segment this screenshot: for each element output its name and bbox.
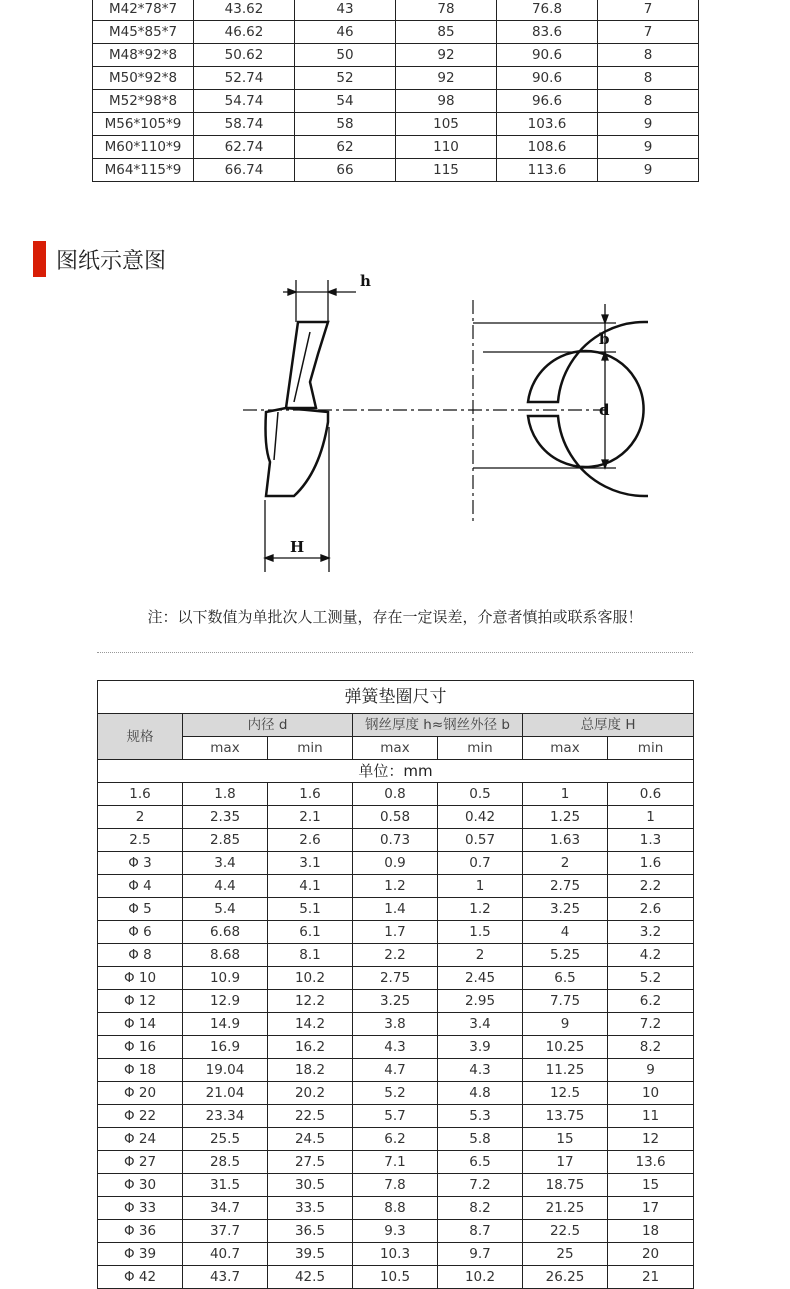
- top-table-cell: 76.8: [497, 0, 598, 21]
- header-spec: 规格: [98, 714, 183, 760]
- spec-table-cell: 12.5: [523, 1082, 608, 1105]
- table-row: [93, 44, 699, 67]
- table-row: [98, 1243, 694, 1266]
- spec-table-cell: 8.1: [268, 944, 353, 967]
- top-table-cell: 50: [295, 44, 396, 67]
- spec-table-cell: 2.1: [268, 806, 353, 829]
- spec-table-cell: 9: [608, 1059, 694, 1082]
- spec-table-cell: 1.63: [523, 829, 608, 852]
- header-total-thickness: 总厚度 H: [523, 714, 694, 737]
- spec-table-cell: 3.25: [523, 898, 608, 921]
- label-h: h: [360, 272, 371, 290]
- spec-table-cell: 7.2: [608, 1013, 694, 1036]
- spring-washer-drawing: [88, 262, 648, 582]
- spec-table-cell: 1.8: [183, 783, 268, 806]
- table-row: [98, 1151, 694, 1174]
- top-table-cell: 46.62: [194, 21, 295, 44]
- spec-table-cell: Φ 3: [98, 852, 183, 875]
- spec-table-cell: 2: [98, 806, 183, 829]
- spec-table-cell: 1.4: [353, 898, 438, 921]
- unit-label: 单位：mm: [98, 760, 694, 783]
- spec-table-cell: 37.7: [183, 1220, 268, 1243]
- spec-table-cell: 25: [523, 1243, 608, 1266]
- spec-table-cell: 1: [438, 875, 523, 898]
- spec-table-cell: 6.5: [438, 1151, 523, 1174]
- top-table-cell: 90.6: [497, 44, 598, 67]
- spec-table-cell: 1.6: [608, 852, 694, 875]
- top-table-cell: 98: [396, 90, 497, 113]
- spec-table-cell: 0.8: [353, 783, 438, 806]
- spec-table-cell: 1.2: [438, 898, 523, 921]
- spec-table-cell: 10: [608, 1082, 694, 1105]
- sub-header: max: [183, 737, 268, 760]
- top-table-cell: M42*78*7: [93, 0, 194, 21]
- table-row: [98, 875, 694, 898]
- spec-table-cell: 7.1: [353, 1151, 438, 1174]
- spec-table-cell: 1.5: [438, 921, 523, 944]
- table-row: [98, 944, 694, 967]
- spec-table-cell: 21.04: [183, 1082, 268, 1105]
- spring-washer-spec-table: [97, 680, 694, 1289]
- unit-row: [98, 760, 694, 783]
- spec-table-cell: 2.75: [523, 875, 608, 898]
- table-row: [98, 1059, 694, 1082]
- spec-table-cell: 2.2: [608, 875, 694, 898]
- spec-table-cell: 9.3: [353, 1220, 438, 1243]
- spec-table-cell: 13.75: [523, 1105, 608, 1128]
- top-table-cell: 8: [598, 44, 699, 67]
- top-table-cell: 83.6: [497, 21, 598, 44]
- spec-table-cell: 5.1: [268, 898, 353, 921]
- spec-table-cell: 10.5: [353, 1266, 438, 1289]
- top-table-cell: 43: [295, 0, 396, 21]
- spec-table-cell: 2.75: [353, 967, 438, 990]
- table-row: [93, 113, 699, 136]
- top-table-cell: 62: [295, 136, 396, 159]
- spec-table-cell: 0.57: [438, 829, 523, 852]
- spec-table-cell: 33.5: [268, 1197, 353, 1220]
- spec-table-cell: 23.34: [183, 1105, 268, 1128]
- spec-table-cell: Φ 4: [98, 875, 183, 898]
- top-table-cell: M56*105*9: [93, 113, 194, 136]
- spec-table-cell: 0.42: [438, 806, 523, 829]
- spec-table-cell: 1.2: [353, 875, 438, 898]
- top-table-cell: 43.62: [194, 0, 295, 21]
- table-caption: 弹簧垫圈尺寸: [98, 681, 694, 714]
- table-row: [98, 1128, 694, 1151]
- top-table-cell: 58.74: [194, 113, 295, 136]
- spec-table-cell: 14.9: [183, 1013, 268, 1036]
- top-table-cell: 50.62: [194, 44, 295, 67]
- spec-table-cell: 2.6: [608, 898, 694, 921]
- dotted-divider: [97, 652, 693, 653]
- spec-table-cell: 2.5: [98, 829, 183, 852]
- spec-table-cell: 6.5: [523, 967, 608, 990]
- spec-table-cell: 31.5: [183, 1174, 268, 1197]
- spec-table-cell: 12: [608, 1128, 694, 1151]
- table-row: [98, 967, 694, 990]
- spec-table-cell: 1.3: [608, 829, 694, 852]
- top-table-cell: 8: [598, 90, 699, 113]
- spec-table-cell: 1.6: [268, 783, 353, 806]
- top-table-cell: 90.6: [497, 67, 598, 90]
- section-title: 图纸示意图: [56, 248, 167, 274]
- heading-accent-bar: [33, 241, 46, 277]
- spec-table-cell: 8.2: [438, 1197, 523, 1220]
- spec-table-cell: 21.25: [523, 1197, 608, 1220]
- top-table-cell: 54: [295, 90, 396, 113]
- spec-table-cell: 3.4: [438, 1013, 523, 1036]
- spec-table-cell: Φ 27: [98, 1151, 183, 1174]
- table-row: [98, 806, 694, 829]
- table-row: [98, 898, 694, 921]
- top-table-cell: 9: [598, 136, 699, 159]
- spec-table-cell: 0.9: [353, 852, 438, 875]
- table-row: [93, 136, 699, 159]
- spec-table-cell: 7.8: [353, 1174, 438, 1197]
- spec-table-cell: 20: [608, 1243, 694, 1266]
- spec-table-cell: 8.68: [183, 944, 268, 967]
- spec-table-cell: 1.7: [353, 921, 438, 944]
- table-row: [98, 1266, 694, 1289]
- spec-table-cell: Φ 12: [98, 990, 183, 1013]
- spec-table-cell: 3.9: [438, 1036, 523, 1059]
- spec-table-cell: 19.04: [183, 1059, 268, 1082]
- table-row: [98, 1197, 694, 1220]
- spec-table-cell: 14.2: [268, 1013, 353, 1036]
- spec-table-cell: 4.8: [438, 1082, 523, 1105]
- top-table-cell: 7: [598, 0, 699, 21]
- top-table-cell: 92: [396, 44, 497, 67]
- spec-table-cell: 5.2: [608, 967, 694, 990]
- spec-table-cell: 9: [523, 1013, 608, 1036]
- spec-table-cell: 2.95: [438, 990, 523, 1013]
- top-table-cell: M48*92*8: [93, 44, 194, 67]
- spec-table-cell: 13.6: [608, 1151, 694, 1174]
- spec-table-cell: Φ 36: [98, 1220, 183, 1243]
- table-sub-header-row: [98, 737, 694, 760]
- spec-table-cell: 10.9: [183, 967, 268, 990]
- spec-table-cell: Φ 22: [98, 1105, 183, 1128]
- spec-table-cell: 26.25: [523, 1266, 608, 1289]
- spec-table-cell: 22.5: [523, 1220, 608, 1243]
- spec-table-cell: 0.58: [353, 806, 438, 829]
- table-row: [98, 990, 694, 1013]
- spec-table-cell: 10.2: [268, 967, 353, 990]
- spec-table-cell: 3.1: [268, 852, 353, 875]
- label-d: d: [599, 401, 610, 419]
- label-b: b: [599, 330, 610, 348]
- spec-table-cell: 27.5: [268, 1151, 353, 1174]
- spec-table-cell: 4.2: [608, 944, 694, 967]
- spec-table-cell: 5.25: [523, 944, 608, 967]
- top-table-cell: 9: [598, 159, 699, 182]
- spec-table-cell: 43.7: [183, 1266, 268, 1289]
- spec-table-cell: 2.85: [183, 829, 268, 852]
- spec-table-cell: 3.8: [353, 1013, 438, 1036]
- spec-table-cell: 8.7: [438, 1220, 523, 1243]
- spec-table-cell: 18.75: [523, 1174, 608, 1197]
- top-table-cell: 52: [295, 67, 396, 90]
- spec-table-cell: 18.2: [268, 1059, 353, 1082]
- top-table-cell: 52.74: [194, 67, 295, 90]
- sub-header: max: [523, 737, 608, 760]
- top-table-cell: 115: [396, 159, 497, 182]
- spec-table-cell: 17: [608, 1197, 694, 1220]
- spec-table-cell: 4.7: [353, 1059, 438, 1082]
- table-row: [98, 1036, 694, 1059]
- spec-table-cell: 3.4: [183, 852, 268, 875]
- spec-table-cell: Φ 33: [98, 1197, 183, 1220]
- spec-table-cell: 4: [523, 921, 608, 944]
- top-table-cell: 54.74: [194, 90, 295, 113]
- spec-table-cell: 1.6: [98, 783, 183, 806]
- spec-table-cell: 0.6: [608, 783, 694, 806]
- spec-table-cell: 2.35: [183, 806, 268, 829]
- spec-table-cell: 7.2: [438, 1174, 523, 1197]
- spec-table-cell: 2: [438, 944, 523, 967]
- spec-table-cell: 25.5: [183, 1128, 268, 1151]
- spec-table-cell: 6.2: [608, 990, 694, 1013]
- spec-table-cell: 40.7: [183, 1243, 268, 1266]
- top-table-cell: 7: [598, 21, 699, 44]
- spec-table-cell: 0.73: [353, 829, 438, 852]
- spec-table-cell: 36.5: [268, 1220, 353, 1243]
- top-table-body: [93, 0, 699, 182]
- spec-table-cell: Φ 24: [98, 1128, 183, 1151]
- header-inner-diameter: 内径 d: [183, 714, 353, 737]
- spec-table-body: [98, 783, 694, 1289]
- spec-table-cell: 6.2: [353, 1128, 438, 1151]
- spec-table-cell: 16.2: [268, 1036, 353, 1059]
- header-wire-thickness: 钢丝厚度 h≈钢丝外径 b: [353, 714, 523, 737]
- table-row: [98, 1174, 694, 1197]
- table-row: [98, 921, 694, 944]
- top-table-cell: 58: [295, 113, 396, 136]
- spec-table-cell: 2.2: [353, 944, 438, 967]
- spec-table-cell: 11: [608, 1105, 694, 1128]
- table-row: [98, 852, 694, 875]
- spec-table-cell: 7.75: [523, 990, 608, 1013]
- top-table-cell: 62.74: [194, 136, 295, 159]
- spec-table-cell: 4.3: [438, 1059, 523, 1082]
- spec-table-cell: 22.5: [268, 1105, 353, 1128]
- spec-table-cell: Φ 6: [98, 921, 183, 944]
- table-row: [98, 1105, 694, 1128]
- measurement-note: 注：以下数值为单批次人工测量，存在一定误差，介意者慎拍或联系客服！: [147, 608, 643, 626]
- sub-header: min: [608, 737, 694, 760]
- spec-table-cell: 1: [608, 806, 694, 829]
- spec-table-cell: 1: [523, 783, 608, 806]
- spec-table-cell: 3.25: [353, 990, 438, 1013]
- spec-table-cell: 6.1: [268, 921, 353, 944]
- spec-table-cell: 11.25: [523, 1059, 608, 1082]
- spec-table-cell: 10.3: [353, 1243, 438, 1266]
- spec-table-cell: 0.7: [438, 852, 523, 875]
- table-row: [93, 21, 699, 44]
- spec-table-cell: 10.25: [523, 1036, 608, 1059]
- table-row: [98, 1013, 694, 1036]
- table-row: [98, 1220, 694, 1243]
- sub-header: max: [353, 737, 438, 760]
- top-table-cell: 46: [295, 21, 396, 44]
- spec-table-cell: Φ 10: [98, 967, 183, 990]
- spec-table-cell: 4.4: [183, 875, 268, 898]
- spec-table-cell: Φ 30: [98, 1174, 183, 1197]
- spec-table-cell: 12.2: [268, 990, 353, 1013]
- table-row: [93, 67, 699, 90]
- spec-table-cell: 5.2: [353, 1082, 438, 1105]
- spec-table-cell: 16.9: [183, 1036, 268, 1059]
- spec-table-cell: 24.5: [268, 1128, 353, 1151]
- spec-table-cell: Φ 5: [98, 898, 183, 921]
- spec-table-cell: 18: [608, 1220, 694, 1243]
- top-table-cell: M50*92*8: [93, 67, 194, 90]
- top-dimension-table: [92, 0, 699, 182]
- top-table-cell: 108.6: [497, 136, 598, 159]
- top-table-cell: 78: [396, 0, 497, 21]
- spec-table-cell: 0.5: [438, 783, 523, 806]
- spec-table-cell: 4.3: [353, 1036, 438, 1059]
- table-row: [93, 159, 699, 182]
- spec-table-cell: 12.9: [183, 990, 268, 1013]
- top-table-cell: M60*110*9: [93, 136, 194, 159]
- spec-table-cell: 34.7: [183, 1197, 268, 1220]
- spec-table-cell: 3.2: [608, 921, 694, 944]
- spec-table-cell: Φ 20: [98, 1082, 183, 1105]
- top-table-cell: M52*98*8: [93, 90, 194, 113]
- spec-table-cell: 4.1: [268, 875, 353, 898]
- sub-header: min: [268, 737, 353, 760]
- spec-table-cell: 42.5: [268, 1266, 353, 1289]
- label-H: H: [290, 538, 305, 556]
- top-table-cell: 8: [598, 67, 699, 90]
- top-table-cell: M64*115*9: [93, 159, 194, 182]
- spec-table-cell: 2: [523, 852, 608, 875]
- table-row: [98, 1082, 694, 1105]
- spec-table-cell: 28.5: [183, 1151, 268, 1174]
- top-table-cell: 105: [396, 113, 497, 136]
- top-table-cell: 103.6: [497, 113, 598, 136]
- table-group-header-row: [98, 714, 694, 737]
- top-table-cell: 66.74: [194, 159, 295, 182]
- spec-table-cell: 30.5: [268, 1174, 353, 1197]
- spec-table-cell: 39.5: [268, 1243, 353, 1266]
- spec-table-cell: 6.68: [183, 921, 268, 944]
- spec-table-cell: 9.7: [438, 1243, 523, 1266]
- spec-table-cell: 5.8: [438, 1128, 523, 1151]
- spec-table-cell: 8.2: [608, 1036, 694, 1059]
- top-table-cell: 113.6: [497, 159, 598, 182]
- top-table-cell: 85: [396, 21, 497, 44]
- spec-table-cell: Φ 18: [98, 1059, 183, 1082]
- spec-table-cell: 2.6: [268, 829, 353, 852]
- spec-table-cell: 15: [523, 1128, 608, 1151]
- spec-table-cell: 15: [608, 1174, 694, 1197]
- washer-front-view: [528, 322, 648, 496]
- spec-table-cell: Φ 14: [98, 1013, 183, 1036]
- spec-table-cell: Φ 42: [98, 1266, 183, 1289]
- table-row: [98, 783, 694, 806]
- spec-table-cell: Φ 39: [98, 1243, 183, 1266]
- sub-header: min: [438, 737, 523, 760]
- spec-table-cell: 1.25: [523, 806, 608, 829]
- table-row: [93, 0, 699, 21]
- top-table-cell: 66: [295, 159, 396, 182]
- top-table-cell: M45*85*7: [93, 21, 194, 44]
- table-caption-row: [98, 681, 694, 714]
- washer-side-view: [266, 322, 329, 496]
- table-row: [93, 90, 699, 113]
- top-table-cell: 9: [598, 113, 699, 136]
- spec-table-cell: 17: [523, 1151, 608, 1174]
- top-table-cell: 96.6: [497, 90, 598, 113]
- spec-table-cell: 8.8: [353, 1197, 438, 1220]
- spec-table-cell: Φ 8: [98, 944, 183, 967]
- spec-table-cell: Φ 16: [98, 1036, 183, 1059]
- table-row: [98, 829, 694, 852]
- spec-table-cell: 5.7: [353, 1105, 438, 1128]
- spec-table-cell: 20.2: [268, 1082, 353, 1105]
- top-table-cell: 110: [396, 136, 497, 159]
- spec-table-cell: 2.45: [438, 967, 523, 990]
- spec-table-cell: 10.2: [438, 1266, 523, 1289]
- spec-table-cell: 21: [608, 1266, 694, 1289]
- spec-table-cell: 5.3: [438, 1105, 523, 1128]
- top-table-cell: 92: [396, 67, 497, 90]
- spec-table-cell: 5.4: [183, 898, 268, 921]
